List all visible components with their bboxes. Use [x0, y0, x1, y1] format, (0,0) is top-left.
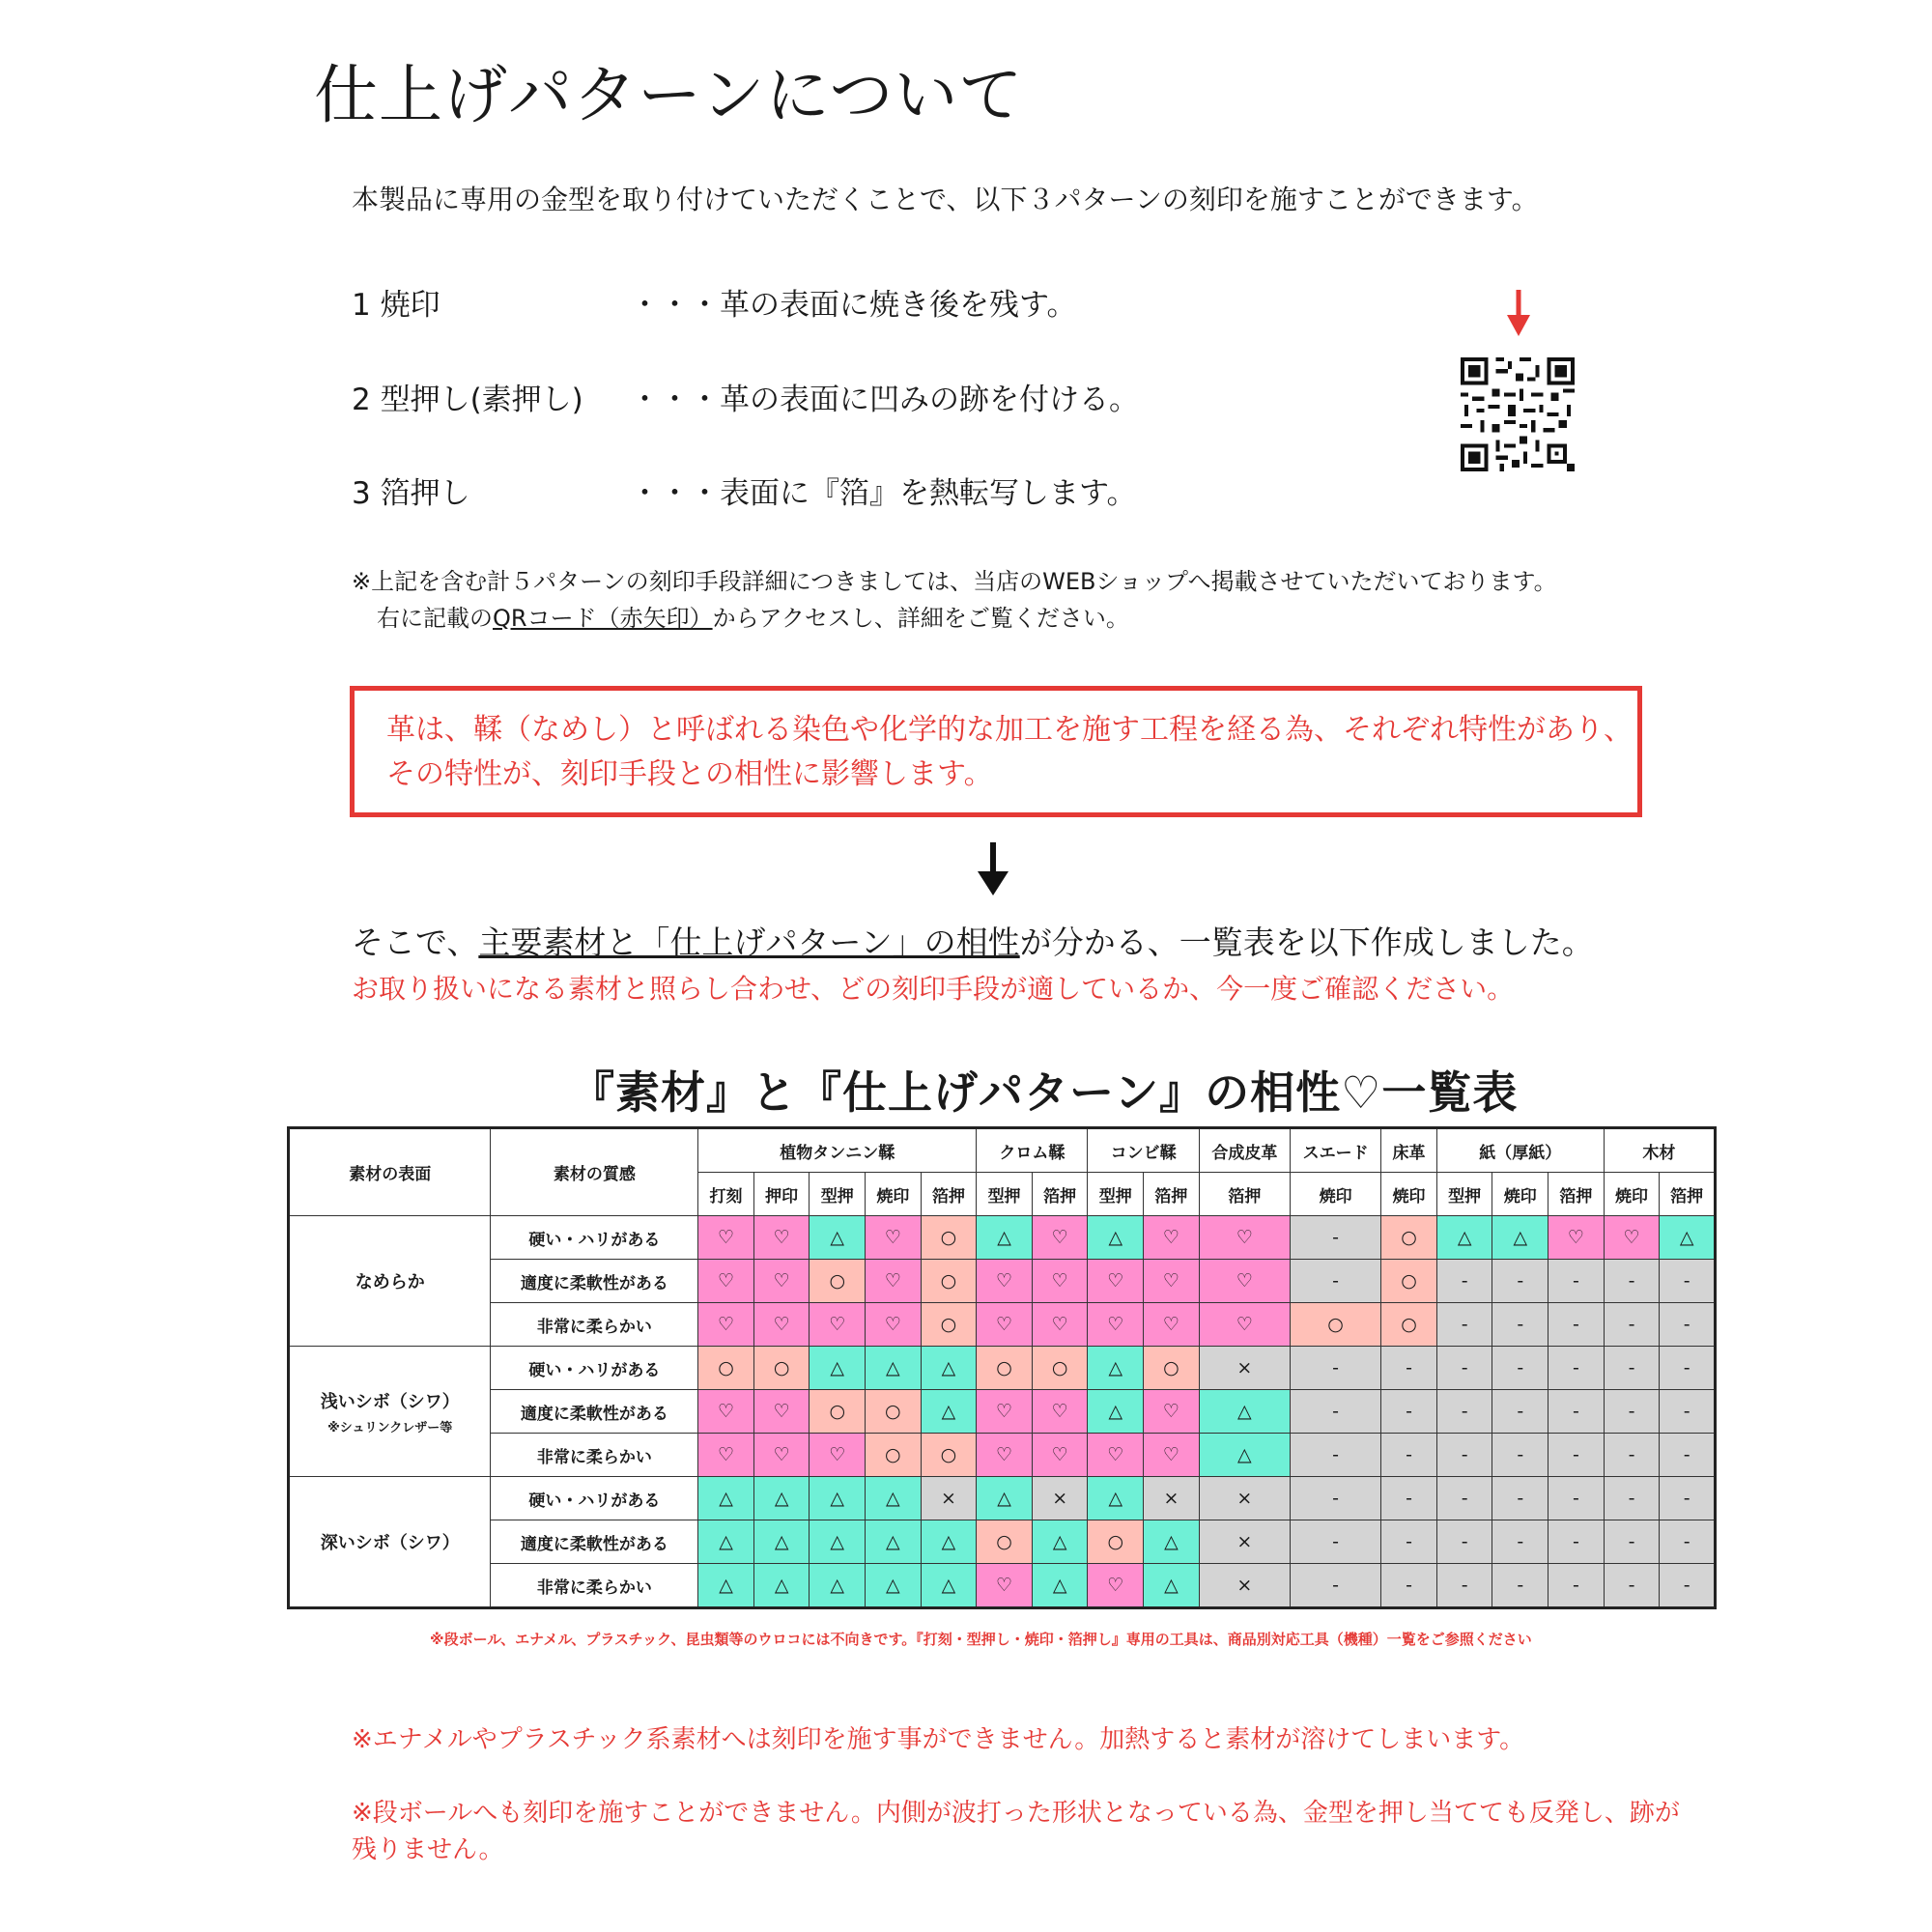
rating-cell: -	[1290, 1347, 1380, 1390]
rating-cell: -	[1660, 1564, 1716, 1608]
rating-cell: ○	[866, 1390, 922, 1434]
texture-label: 硬い・ハリがある	[491, 1347, 698, 1390]
method-header: 焼印	[1290, 1173, 1380, 1216]
rating-cell: ♡	[1199, 1303, 1290, 1347]
rating-cell: ○	[1290, 1303, 1380, 1347]
rating-cell: ♡	[1144, 1434, 1200, 1477]
table-row	[289, 1347, 1716, 1390]
rating-cell: ○	[1088, 1520, 1144, 1564]
rating-cell: ×	[1199, 1477, 1290, 1520]
rating-cell: -	[1492, 1390, 1548, 1434]
rating-cell: -	[1492, 1303, 1548, 1347]
texture-label: 非常に柔らかい	[491, 1564, 698, 1608]
compatibility-table	[287, 1126, 1717, 1609]
rating-cell: △	[1492, 1216, 1548, 1260]
rating-cell: ○	[921, 1303, 977, 1347]
method-header: 打刻	[698, 1173, 754, 1216]
rating-cell: △	[921, 1564, 977, 1608]
rating-cell: -	[1660, 1390, 1716, 1434]
rating-cell: △	[1436, 1216, 1492, 1260]
rating-cell: ♡	[753, 1216, 810, 1260]
surface-label-text: なめらか	[355, 1272, 425, 1293]
rating-cell: -	[1436, 1477, 1492, 1520]
rating-cell: ♡	[1088, 1260, 1144, 1303]
rating-cell: ○	[921, 1434, 977, 1477]
rating-cell: △	[698, 1520, 754, 1564]
rating-cell: ♡	[1032, 1303, 1088, 1347]
texture-label: 適度に柔軟性がある	[491, 1260, 698, 1303]
surface-label-text: 浅いシボ（シワ）	[320, 1391, 460, 1412]
rating-cell: -	[1290, 1260, 1380, 1303]
rating-cell: -	[1660, 1434, 1716, 1477]
rating-cell: ♡	[698, 1390, 754, 1434]
rating-cell: ♡	[1032, 1434, 1088, 1477]
rating-cell: ○	[921, 1216, 977, 1260]
table-header-groups	[289, 1128, 1716, 1173]
rating-cell: ♡	[753, 1303, 810, 1347]
rating-cell: -	[1660, 1520, 1716, 1564]
method-header: 箔押	[1660, 1173, 1716, 1216]
rating-cell: ♡	[1144, 1303, 1200, 1347]
rating-cell: -	[1436, 1347, 1492, 1390]
rating-cell: -	[1290, 1564, 1380, 1608]
method-header: 箔押	[1548, 1173, 1605, 1216]
rating-cell: △	[921, 1347, 977, 1390]
rating-cell: ○	[1381, 1216, 1437, 1260]
rating-cell: ♡	[866, 1216, 922, 1260]
rating-cell: -	[1381, 1477, 1437, 1520]
table-row	[289, 1434, 1716, 1477]
rating-cell: ♡	[698, 1434, 754, 1477]
rating-cell: -	[1290, 1520, 1380, 1564]
method-header: 型押	[977, 1173, 1033, 1216]
rating-cell: ♡	[977, 1390, 1033, 1434]
rating-cell: -	[1381, 1520, 1437, 1564]
rating-cell: ○	[1032, 1347, 1088, 1390]
group-header: コンビ鞣	[1088, 1128, 1199, 1173]
summary-post: が分かる、一覧表を以下作成しました。	[1019, 923, 1594, 961]
rating-cell: -	[1604, 1520, 1660, 1564]
warning-cardboard-line1: ※段ボールへも刻印を施すことができません。内側が波打った形状となっている為、金型を押し当てても反発し、跡が	[352, 1799, 1680, 1828]
group-header: 木材	[1604, 1128, 1715, 1173]
rating-cell: ♡	[977, 1303, 1033, 1347]
compatibility-table-container	[287, 1126, 1704, 1619]
down-arrow-icon	[974, 842, 1012, 896]
rating-cell: △	[866, 1347, 922, 1390]
rating-cell: -	[1492, 1260, 1548, 1303]
header-surface: 素材の表面	[289, 1128, 491, 1216]
rating-cell: -	[1548, 1390, 1605, 1434]
pattern-1-label: 1 焼印	[352, 288, 440, 323]
rating-cell: -	[1381, 1434, 1437, 1477]
rating-cell: ○	[698, 1347, 754, 1390]
rating-cell: ♡	[977, 1434, 1033, 1477]
rating-cell: -	[1436, 1390, 1492, 1434]
rating-cell: ○	[1381, 1303, 1437, 1347]
note-line2-pre: 右に記載の	[377, 605, 493, 632]
rating-cell: △	[698, 1477, 754, 1520]
group-header: 合成皮革	[1199, 1128, 1290, 1173]
summary-pre: そこで、	[352, 923, 479, 961]
qr-link[interactable]: QRコード（赤矢印）	[493, 605, 713, 632]
note-line2-post: からアクセスし、詳細をご覧ください。	[712, 605, 1129, 632]
rating-cell: ○	[977, 1347, 1033, 1390]
warning-box-line1: 革は、鞣（なめし）と呼ばれる染色や化学的な加工を施す工程を経る為、それぞれ特性があり、	[386, 713, 1633, 747]
surface-label-note: ※シュリンクレザー等	[327, 1420, 453, 1435]
rating-cell: ♡	[1032, 1216, 1088, 1260]
rating-cell: ♡	[1144, 1260, 1200, 1303]
table-footnote: ※段ボール、エナメル、プラスチック、昆虫類等のウロコには不向きです。『打刻・型押し・焼印・箔押し』専用の工具は、商品別対応工具（機種）一覧をご参照ください	[430, 1631, 1532, 1648]
rating-cell: ♡	[810, 1303, 866, 1347]
rating-cell: △	[1660, 1216, 1716, 1260]
method-header: 焼印	[1492, 1173, 1548, 1216]
rating-cell: ♡	[977, 1260, 1033, 1303]
method-header: 型押	[1436, 1173, 1492, 1216]
summary-underlined: 主要素材と「仕上げパターン」の相性	[478, 923, 1020, 961]
rating-cell: ○	[810, 1260, 866, 1303]
group-header: 紙（厚紙）	[1436, 1128, 1604, 1173]
group-header: 床革	[1381, 1128, 1437, 1173]
page-title: 仕上げパターンについて	[314, 58, 1024, 132]
intro-text: 本製品に専用の金型を取り付けていただくことで、以下３パターンの刻印を施すことができます。	[352, 184, 1539, 215]
warning-enamel: ※エナメルやプラスチック系素材へは刻印を施す事ができません。加熱すると素材が溶けてしまいます。	[352, 1725, 1525, 1754]
rating-cell: ♡	[1604, 1216, 1660, 1260]
rating-cell: ♡	[1548, 1216, 1605, 1260]
rating-cell: -	[1492, 1477, 1548, 1520]
summary-text	[352, 918, 1594, 963]
rating-cell: -	[1290, 1477, 1380, 1520]
texture-label: 非常に柔らかい	[491, 1434, 698, 1477]
rating-cell: △	[866, 1564, 922, 1608]
header-texture: 素材の質感	[491, 1128, 698, 1216]
rating-cell: ○	[810, 1390, 866, 1434]
rating-cell: ○	[1381, 1260, 1437, 1303]
rating-cell: △	[698, 1564, 754, 1608]
rating-cell: -	[1436, 1303, 1492, 1347]
rating-cell: △	[866, 1477, 922, 1520]
rating-cell: ♡	[810, 1434, 866, 1477]
rating-cell: -	[1660, 1303, 1716, 1347]
table-row	[289, 1520, 1716, 1564]
rating-cell: ♡	[1088, 1564, 1144, 1608]
texture-label: 硬い・ハリがある	[491, 1477, 698, 1520]
table-row	[289, 1216, 1716, 1260]
table-title: 『素材』と『仕上げパターン』の相性♡一覧表	[570, 1066, 1519, 1119]
rating-cell: ♡	[866, 1260, 922, 1303]
rating-cell: △	[1032, 1564, 1088, 1608]
rating-cell: -	[1548, 1303, 1605, 1347]
rating-cell: ♡	[1088, 1434, 1144, 1477]
rating-cell: △	[977, 1477, 1033, 1520]
surface-label	[289, 1477, 491, 1608]
texture-label: 適度に柔軟性がある	[491, 1520, 698, 1564]
rating-cell: ♡	[753, 1260, 810, 1303]
method-header: 箔押	[921, 1173, 977, 1216]
rating-cell: ×	[1032, 1477, 1088, 1520]
rating-cell: -	[1381, 1390, 1437, 1434]
rating-cell: ♡	[1032, 1260, 1088, 1303]
pattern-3-label: 3 箔押し	[352, 476, 470, 511]
rating-cell: ×	[1199, 1347, 1290, 1390]
rating-cell: △	[1088, 1477, 1144, 1520]
rating-cell: -	[1290, 1216, 1380, 1260]
rating-cell: ♡	[698, 1260, 754, 1303]
rating-cell: -	[1436, 1260, 1492, 1303]
rating-cell: ×	[921, 1477, 977, 1520]
rating-cell: -	[1381, 1564, 1437, 1608]
summary-subtext: お取り扱いになる素材と照らし合わせ、どの刻印手段が適しているか、今一度ご確認ください。	[352, 973, 1515, 1005]
rating-cell: △	[810, 1216, 866, 1260]
warning-cardboard-line2: 残りません。	[352, 1835, 504, 1864]
rating-cell: ○	[866, 1434, 922, 1477]
texture-label: 硬い・ハリがある	[491, 1216, 698, 1260]
rating-cell: △	[753, 1520, 810, 1564]
table-row	[289, 1260, 1716, 1303]
texture-label: 非常に柔らかい	[491, 1303, 698, 1347]
rating-cell: ♡	[1144, 1390, 1200, 1434]
rating-cell: -	[1604, 1564, 1660, 1608]
rating-cell: -	[1436, 1564, 1492, 1608]
surface-label-text: 深いシボ（シワ）	[320, 1533, 460, 1553]
rating-cell: -	[1604, 1434, 1660, 1477]
rating-cell: ×	[1199, 1520, 1290, 1564]
rating-cell: △	[1199, 1434, 1290, 1477]
pattern-2-label: 2 型押し(素押し)	[352, 383, 583, 417]
pattern-3-desc: ・・・表面に『箔』を熱転写します。	[630, 476, 1137, 511]
table-row	[289, 1477, 1716, 1520]
rating-cell: ♡	[753, 1390, 810, 1434]
rating-cell: ♡	[977, 1564, 1033, 1608]
rating-cell: △	[1199, 1390, 1290, 1434]
table-row	[289, 1390, 1716, 1434]
rating-cell: ♡	[698, 1303, 754, 1347]
rating-cell: -	[1290, 1390, 1380, 1434]
rating-cell: △	[810, 1347, 866, 1390]
rating-cell: ○	[977, 1520, 1033, 1564]
rating-cell: △	[1088, 1216, 1144, 1260]
rating-cell: △	[1088, 1347, 1144, 1390]
rating-cell: △	[753, 1564, 810, 1608]
surface-label	[289, 1347, 491, 1477]
rating-cell: ♡	[1199, 1216, 1290, 1260]
pattern-2-desc: ・・・革の表面に凹みの跡を付ける。	[630, 383, 1139, 417]
rating-cell: ♡	[1199, 1260, 1290, 1303]
rating-cell: △	[810, 1564, 866, 1608]
rating-cell: △	[977, 1216, 1033, 1260]
rating-cell: ○	[1144, 1347, 1200, 1390]
rating-cell: △	[810, 1520, 866, 1564]
rating-cell: -	[1492, 1434, 1548, 1477]
rating-cell: -	[1492, 1564, 1548, 1608]
rating-cell: -	[1381, 1347, 1437, 1390]
rating-cell: -	[1436, 1434, 1492, 1477]
rating-cell: ○	[753, 1347, 810, 1390]
rating-cell: ♡	[753, 1434, 810, 1477]
rating-cell: -	[1492, 1520, 1548, 1564]
rating-cell: △	[1144, 1564, 1200, 1608]
method-header: 箔押	[1199, 1173, 1290, 1216]
rating-cell: △	[866, 1520, 922, 1564]
rating-cell: ♡	[1088, 1303, 1144, 1347]
rating-cell: ♡	[698, 1216, 754, 1260]
rating-cell: △	[1144, 1520, 1200, 1564]
rating-cell: -	[1290, 1434, 1380, 1477]
rating-cell: -	[1604, 1477, 1660, 1520]
rating-cell: ×	[1199, 1564, 1290, 1608]
method-header: 押印	[753, 1173, 810, 1216]
rating-cell: △	[1032, 1520, 1088, 1564]
rating-cell: -	[1436, 1520, 1492, 1564]
group-header: 植物タンニン鞣	[698, 1128, 977, 1173]
rating-cell: ○	[921, 1260, 977, 1303]
table-row	[289, 1303, 1716, 1347]
rating-cell: △	[810, 1477, 866, 1520]
rating-cell: △	[921, 1390, 977, 1434]
rating-cell: -	[1660, 1260, 1716, 1303]
warning-box-line2: その特性が、刻印手段との相性に影響します。	[386, 757, 993, 791]
method-header: 箔押	[1144, 1173, 1200, 1216]
rating-cell: -	[1604, 1390, 1660, 1434]
note-line1: ※上記を含む計５パターンの刻印手段詳細につきましては、当店のWEBショップへ掲載させていただいております。	[352, 568, 1557, 595]
rating-cell: ♡	[1032, 1390, 1088, 1434]
rating-cell: -	[1604, 1347, 1660, 1390]
surface-label	[289, 1216, 491, 1347]
method-header: 焼印	[866, 1173, 922, 1216]
method-header: 箔押	[1032, 1173, 1088, 1216]
qr-code-icon[interactable]	[1461, 357, 1575, 471]
rating-cell: ×	[1144, 1477, 1200, 1520]
rating-cell: -	[1604, 1303, 1660, 1347]
rating-cell: -	[1548, 1347, 1605, 1390]
rating-cell: -	[1548, 1520, 1605, 1564]
rating-cell: △	[921, 1520, 977, 1564]
pattern-1-desc: ・・・革の表面に焼き後を残す。	[630, 288, 1077, 323]
rating-cell: -	[1548, 1434, 1605, 1477]
rating-cell: -	[1492, 1347, 1548, 1390]
rating-cell: △	[1088, 1390, 1144, 1434]
group-header: クロム鞣	[977, 1128, 1088, 1173]
rating-cell: -	[1604, 1260, 1660, 1303]
rating-cell: ♡	[1144, 1216, 1200, 1260]
rating-cell: -	[1548, 1477, 1605, 1520]
group-header: スエード	[1290, 1128, 1380, 1173]
note-line2	[377, 599, 1129, 633]
rating-cell: -	[1660, 1347, 1716, 1390]
method-header: 焼印	[1604, 1173, 1660, 1216]
down-arrow-icon	[1504, 290, 1533, 338]
rating-cell: △	[753, 1477, 810, 1520]
rating-cell: -	[1548, 1260, 1605, 1303]
texture-label: 適度に柔軟性がある	[491, 1390, 698, 1434]
table-row	[289, 1564, 1716, 1608]
rating-cell: -	[1548, 1564, 1605, 1608]
method-header: 型押	[810, 1173, 866, 1216]
rating-cell: ♡	[866, 1303, 922, 1347]
method-header: 型押	[1088, 1173, 1144, 1216]
method-header: 焼印	[1381, 1173, 1437, 1216]
rating-cell: -	[1660, 1477, 1716, 1520]
